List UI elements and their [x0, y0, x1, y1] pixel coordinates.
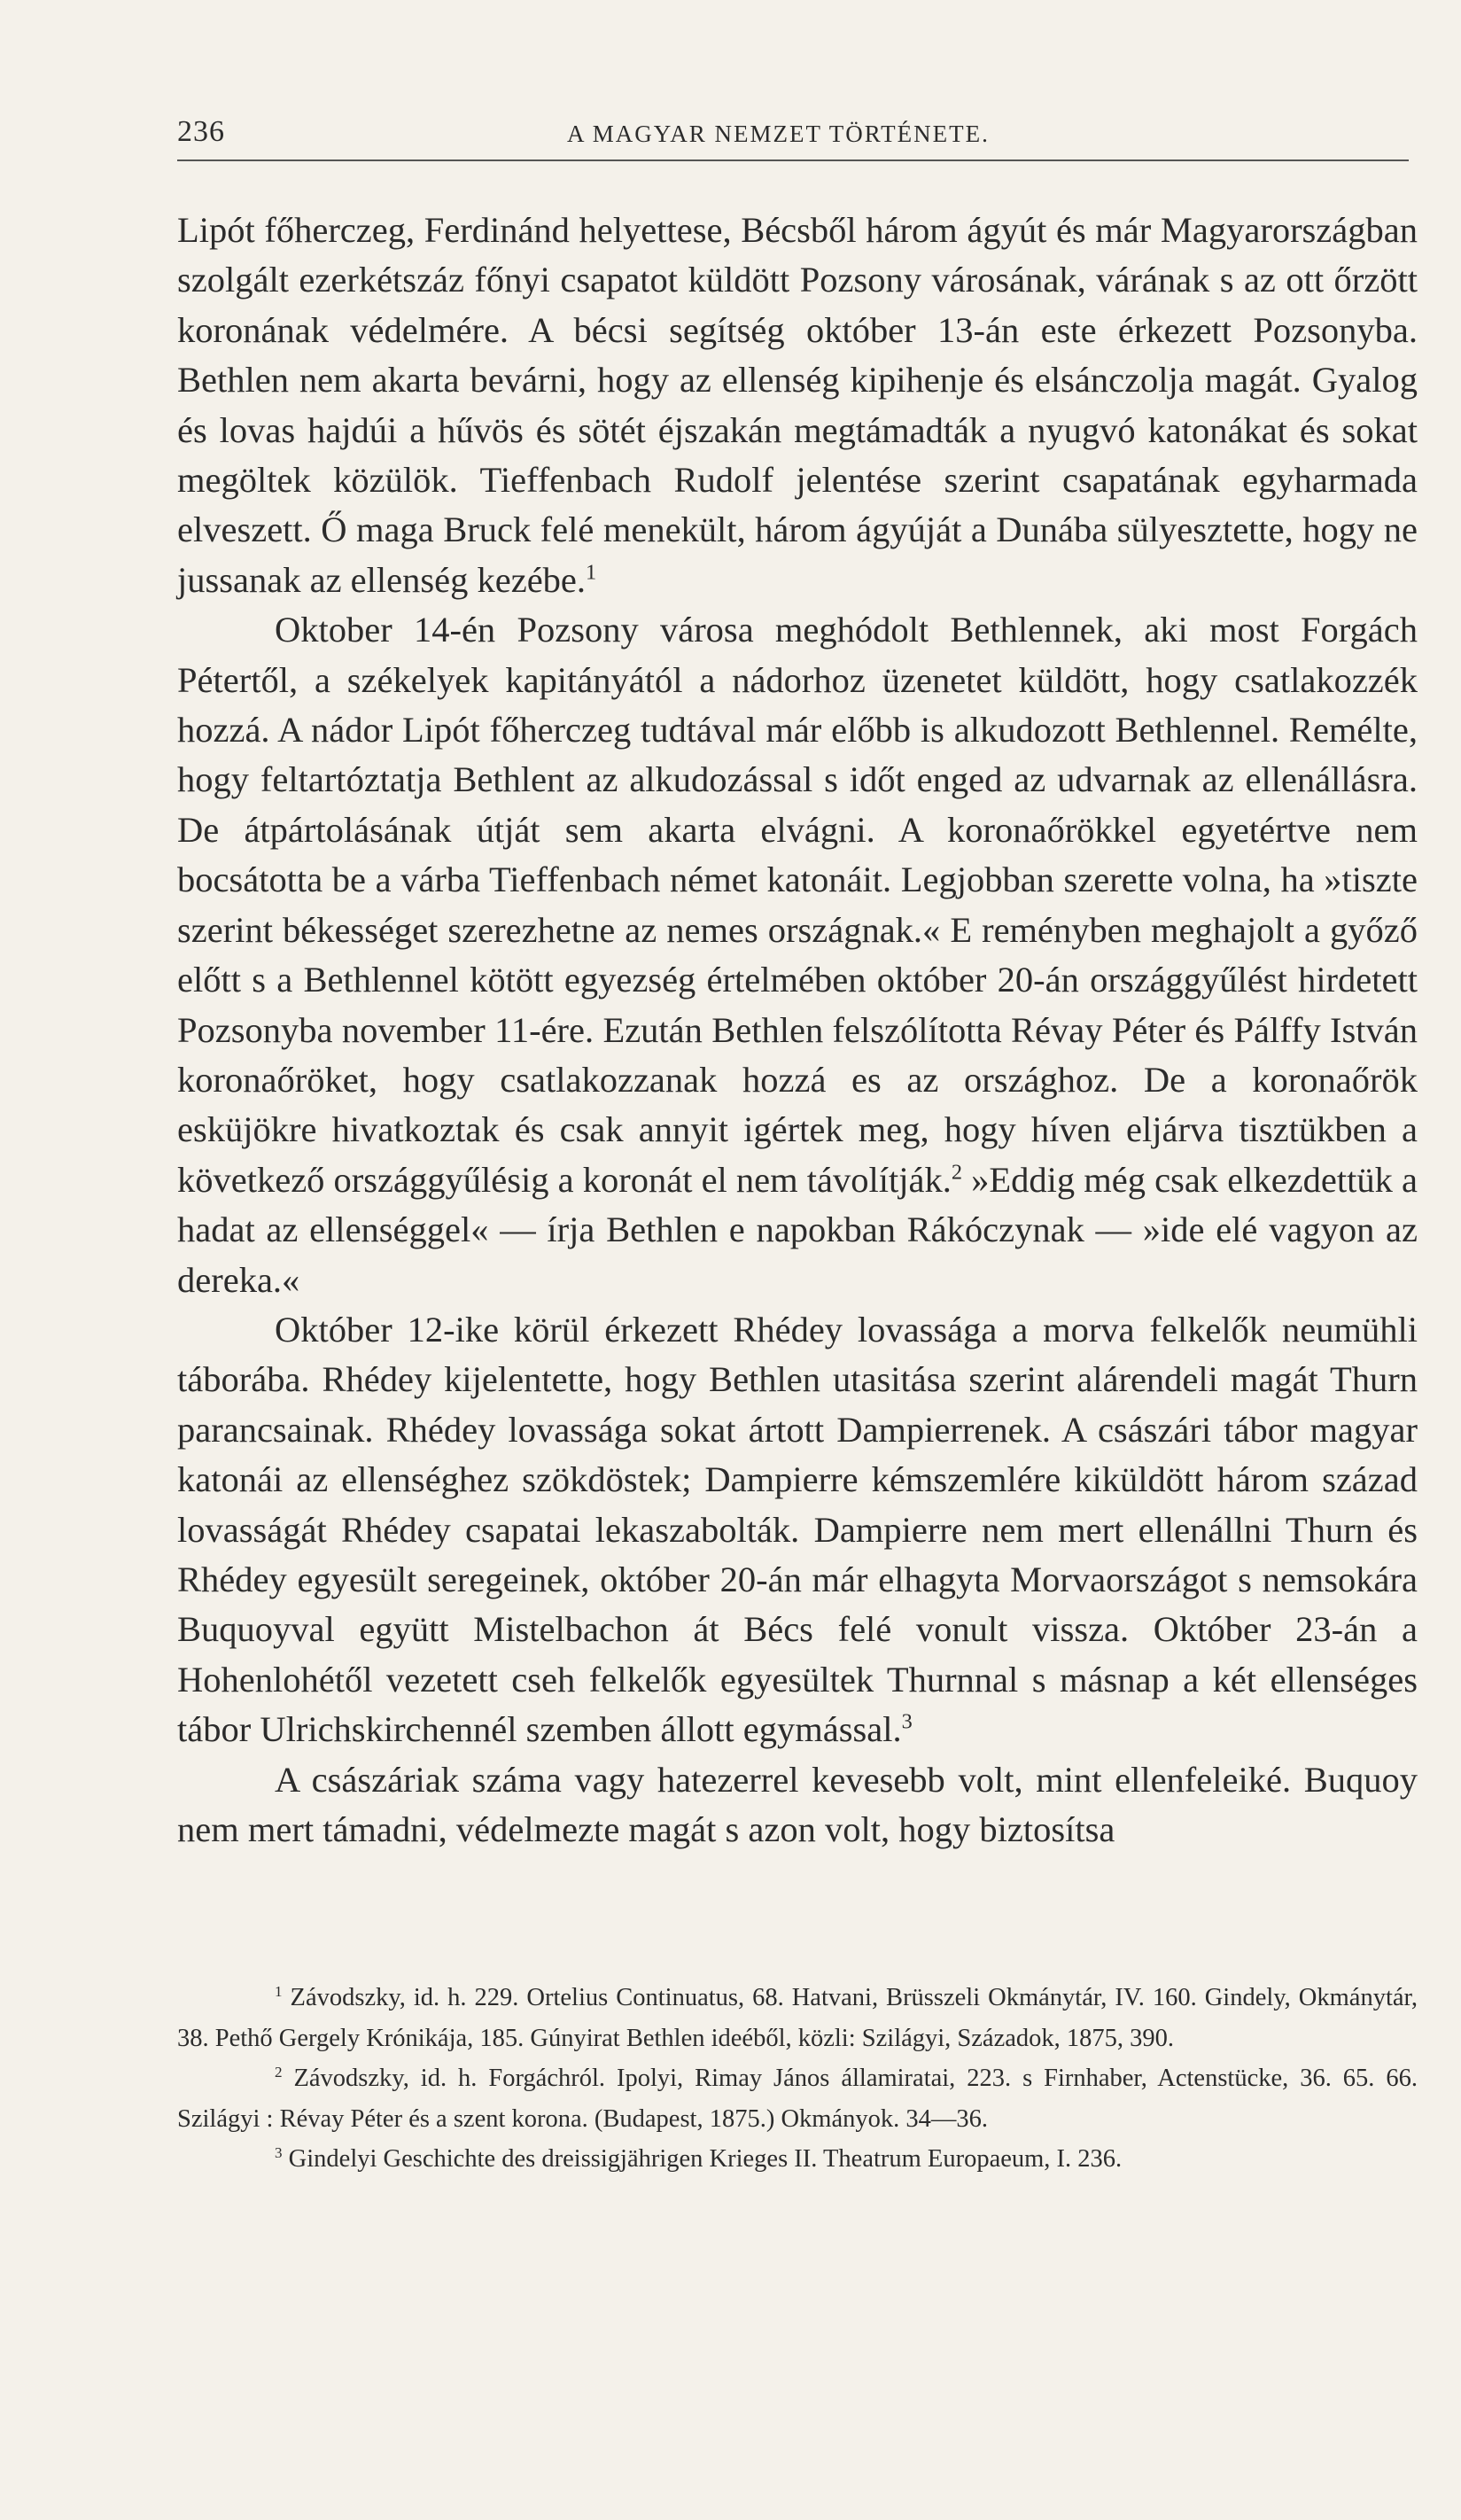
paragraph-text: Lipót főherczeg, Ferdinánd helyettese, Bécsből három ágyút és már Magyarországban szolgált ezerkétszáz főnyi csapatot küldött Pozsony városának, várának s az ott őrzött koronának védelmére. A bécsi segítség október 13-án este érkezett Pozsonyba. Bethlen nem akarta bevárni, hogy az ellenség kipihenje és elsánczolja magát. Gyalog és lovas hajdúi a hűvös és sötét éjszakán megtámadták a nyugvó katonákat és sokat megöltek közülök. Tieffenbach Rudolf jelentése szerint csapatának egyharmada elveszett. Ő maga Bruck felé menekült, három ágyúját a Dunába sülyesztette, hogy ne jussanak az ellenség kezébe.	[177, 210, 1418, 600]
paragraph-text-continued: »Eddig még csak elkezdettük a hadat az ellenséggel« — írja Bethlen e napokban Rákóczynak — »ide elé vagyon az dereka.«	[177, 1159, 1418, 1300]
footnote	[177, 2058, 1418, 2139]
paragraph-text: Oktober 14-én Pozsony városa meghódolt Bethlennek, aki most Forgách Pétertől, a székelyek kapitányától a nádorhoz üzenetet küldött, hogy csatlakozzék hozzá. A nádor Lipót főherczeg tudtával már előbb is alkudozott Bethlennel. Remélte, hogy feltartóztatja Bethlent az alkudozással s időt enged az udvarnak az ellenállásra. De átpártolásának útját sem akarta elvágni. A koronaőrökkel egyetértve nem bocsátotta be a várba Tieffenbach német katonáit. Legjobban szerette volna, ha »tiszte szerint békességet szerezhetne az nemes országnak.« E reményben meghajolt a győző előtt s a Bethlennel kötött egyezség értelmében október 20-án országgyűlést hirdetett Pozsonyba november 11-ére. Ezután Bethlen felszólította Révay Péter és Pálffy István koronaőröket, hogy csatlakozzanak hozzá es az országhoz. De a koronaőrök esküjökre hivatkoztak és csak annyit igértek meg, hogy híven eljárva tisztükben a következő országgyűlésig a koronát el nem távolítják.	[177, 610, 1418, 1200]
footnote	[177, 2139, 1418, 2180]
paragraph-text: Október 12-ike körül érkezett Rhédey lovassága a morva felkelők neumühli táborába. Rhédey kijelentette, hogy Bethlen utasitása szerint alárendeli magát Thurn parancsainak. Rhédey lovassága sokat ártott Dampierrenek. A császári tábor magyar katonái az ellenséghez szökdöstek; Dampierre kémszemlére kiküldött három század lovasságát Rhédey csapatai lekaszabolták. Dampierre nem mert ellenállni Thurn és Rhédey egyesült seregeinek, október 20-án már elhagyta Morvaországot s nemsokára Buquoyval együtt Mistelbachon át Bécs felé vonult vissza. Október 23-án a Hohenlohétől vezetett cseh felkelők egyesültek Thurnnal s másnap a két ellenséges tábor Ulrichskirchennél szemben állott egymással.	[177, 1309, 1418, 1750]
footnotes	[177, 1978, 1418, 2180]
body-text	[177, 206, 1418, 1855]
paragraph	[177, 206, 1418, 605]
footnote-mark: 1	[275, 1982, 283, 2000]
paragraph	[177, 605, 1418, 1305]
paragraph	[177, 1755, 1418, 1855]
footnote-text: Gindelyi Geschichte des dreissigjährigen Krieges II. Theatrum Europaeum, I. 236.	[288, 2145, 1123, 2173]
footnote-ref: 1	[586, 560, 597, 585]
paragraph	[177, 1305, 1418, 1755]
footnote-ref: 3	[901, 1709, 913, 1734]
footnote-ref: 2	[951, 1160, 963, 1185]
footnote-mark: 3	[275, 2143, 283, 2161]
running-title: A MAGYAR NEMZET TÖRTÉNETE.	[567, 121, 990, 147]
page-number: 236	[177, 115, 225, 148]
footnote-text: Závodszky, id. h. Forgáchról. Ipolyi, Rimay János államiratai, 223. s Firnhaber, Actenstücke, 36. 65. 66. Szilágyi : Révay Péter és a szent korona. (Budapest, 1875.) Okmányok. 34—36.	[177, 2065, 1418, 2133]
footnote	[177, 1978, 1418, 2058]
footnote-text: Závodszky, id. h. 229. Ortelius Continuatus, 68. Hatvani, Brüsszeli Okmánytár, IV. 160. Gindely, Okmánytár, 38. Pethő Gergely Krónikája, 185. Gúnyirat Bethlen ideéből, közli: Szilágyi, Századok, 1875, 390.	[177, 1984, 1418, 2052]
page-header	[177, 106, 1409, 161]
footnote-mark: 2	[275, 2063, 283, 2081]
paragraph-text: A császáriak száma vagy hatezerrel kevesebb volt, mint ellenfeleiké. Buquoy nem mert támadni, védelmezte magát s azon volt, hogy biztosítsa	[177, 1759, 1418, 1849]
